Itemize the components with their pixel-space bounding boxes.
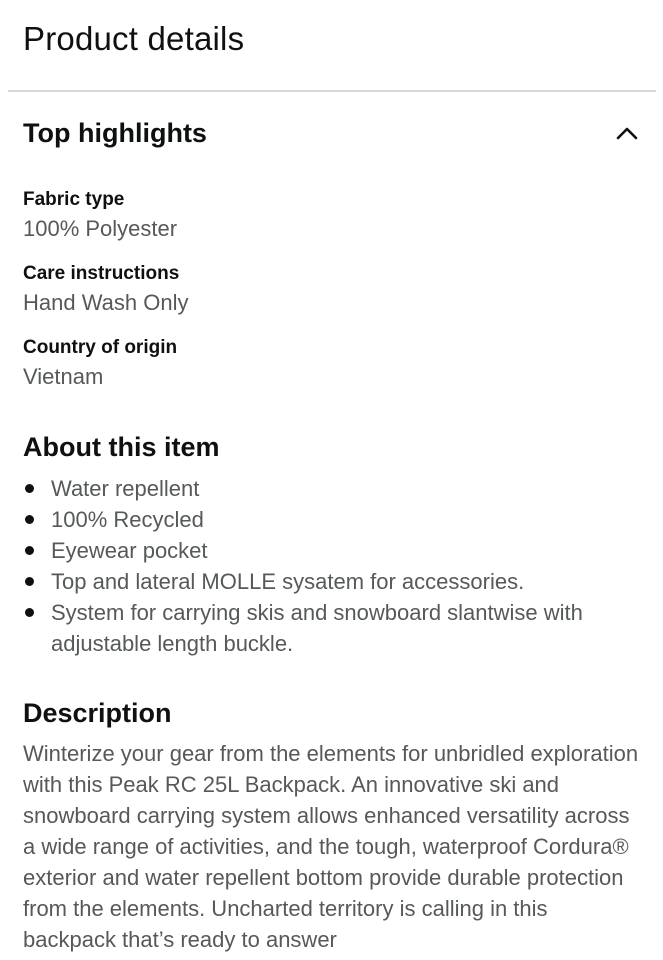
bullet-text: 100% Recycled	[51, 507, 204, 532]
attribute-label: Country of origin	[23, 337, 178, 358]
bullet-text: Eyewear pocket	[51, 538, 208, 563]
attribute-value: Vietnam	[23, 364, 104, 389]
attribute-care-instructions	[23, 261, 188, 319]
attribute-country-of-origin	[23, 335, 177, 393]
page-title: Product details	[23, 20, 245, 57]
list-item	[23, 504, 643, 535]
attribute-value: 100% Polyester	[23, 216, 178, 241]
bullet-icon	[25, 484, 34, 493]
chevron-up-icon[interactable]	[614, 122, 640, 144]
list-item	[23, 597, 643, 659]
about-bullet-list	[23, 473, 643, 659]
attribute-label: Fabric type	[23, 189, 125, 210]
bullet-text: Water repellent	[51, 476, 200, 501]
bullet-icon	[25, 546, 34, 555]
attribute-label: Care instructions	[23, 263, 180, 284]
description-body: Winterize your gear from the elements for unbridled exploration with this Peak RC 25L Backpack. An innovative ski and snowboard carrying system allows enhanced versatility across a wide range of activities, and the tough, waterproof Cordura® exterior and water repellent bottom provide durable protection from the elements. Uncharted territory is calling in this backpack that’s ready to answer	[23, 741, 639, 952]
bullet-icon	[25, 515, 34, 524]
description-title: Description	[23, 698, 172, 728]
attribute-fabric-type	[23, 187, 177, 245]
list-item	[23, 535, 643, 566]
about-this-item-title: About this item	[23, 432, 220, 462]
bullet-text: System for carrying skis and snowboard slantwise with adjustable length buckle.	[51, 600, 583, 656]
bullet-text: Top and lateral MOLLE sysatem for accessories.	[51, 569, 525, 594]
top-highlights-title: Top highlights	[23, 118, 207, 148]
bullet-icon	[25, 608, 34, 617]
list-item	[23, 566, 643, 597]
attribute-value: Hand Wash Only	[23, 290, 189, 315]
bullet-icon	[25, 577, 34, 586]
section-divider	[8, 90, 656, 92]
top-highlights-header[interactable]	[23, 118, 648, 154]
list-item	[23, 473, 643, 504]
